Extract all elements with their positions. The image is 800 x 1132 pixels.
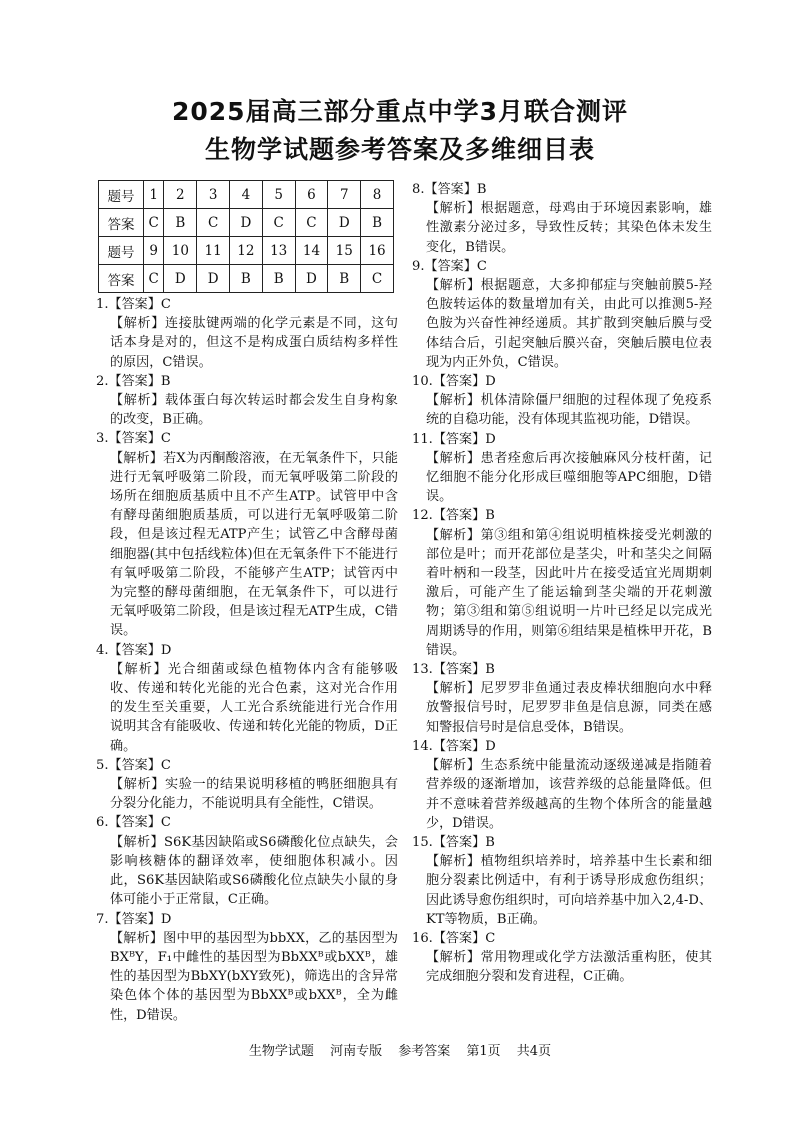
table-cell: D bbox=[328, 209, 361, 237]
analysis-text: 【解析】根据题意，母鸡由于环境因素影响，雄性激素分泌过多，导致性反转；其染色体未发生变化，B错误。 bbox=[426, 201, 712, 255]
table-cell: 9 bbox=[144, 237, 164, 265]
footer-page: 第1页 bbox=[466, 1044, 501, 1059]
answer-heading: 2.【答案】B bbox=[96, 373, 171, 389]
footer-region: 河南专版 bbox=[330, 1044, 383, 1059]
answer-item bbox=[96, 910, 398, 1025]
table-row bbox=[99, 265, 394, 293]
answer-heading: 8.【答案】B bbox=[412, 182, 487, 197]
answer-heading: 5.【答案】C bbox=[96, 757, 171, 773]
answer-item bbox=[96, 756, 398, 814]
page-footer bbox=[0, 1040, 800, 1059]
analysis-text: 【解析】尼罗罗非鱼通过表皮棒状细胞向水中释放警报信号时，尼罗罗非鱼是信息源，同类在感知警报信号时是信息受体，B错误。 bbox=[426, 681, 712, 735]
table-cell: 10 bbox=[164, 237, 197, 265]
answer-heading: 14.【答案】D bbox=[412, 738, 496, 754]
answer-heading: 1.【答案】C bbox=[96, 297, 171, 312]
answer-heading: 4.【答案】D bbox=[96, 642, 172, 658]
page-title: 2025届高三部分重点中学3月联合测评 bbox=[172, 97, 628, 126]
answer-heading: 10.【答案】D bbox=[412, 374, 496, 390]
table-header-cell: 题号 bbox=[99, 181, 144, 209]
answer-item bbox=[96, 813, 398, 909]
answer-heading: 3.【答案】C bbox=[96, 431, 171, 447]
answer-item bbox=[412, 180, 712, 257]
table-cell: B bbox=[230, 265, 263, 293]
analysis-text: 【解析】若X为丙酮酸溶液，在无氧条件下，只能进行无氧呼吸第二阶段，而无氧呼吸第二阶段的场所在细胞质基质中且不产生ATP。试管甲中含有酵母菌细胞质基质，可以进行无氧呼吸第二阶段，但是该过程无ATP产生；试管乙中含酵母菌细胞器(其中包括线粒体)但在无氧条件下不能进行有氧呼吸第二阶段，不能够产生ATP；试管丙中为完整的酵母菌细胞，在无氧条件下，可以进行无氧呼吸第二阶段，但是该过程无ATP生成，C错误。 bbox=[110, 450, 398, 639]
answer-item bbox=[96, 295, 398, 372]
answer-heading: 13.【答案】B bbox=[412, 662, 495, 678]
answer-item bbox=[96, 641, 398, 756]
answer-heading: 15.【答案】B bbox=[412, 834, 495, 850]
table-cell: 15 bbox=[328, 237, 361, 265]
table-cell: B bbox=[328, 265, 361, 293]
table-cell: D bbox=[164, 265, 197, 293]
answer-heading: 9.【答案】C bbox=[412, 258, 487, 274]
answer-heading: 7.【答案】D bbox=[96, 911, 172, 927]
answer-heading: 12.【答案】B bbox=[412, 508, 495, 524]
answer-item bbox=[412, 430, 712, 507]
footer-total: 共4页 bbox=[516, 1044, 552, 1059]
table-cell: 5 bbox=[262, 181, 295, 209]
analysis-text: 【解析】载体蛋白每次转运时都会发生自身构象的改变，B正确。 bbox=[110, 393, 398, 428]
table-cell: C bbox=[197, 209, 230, 237]
page-subtitle: 生物学试题参考答案及多维细目表 bbox=[204, 135, 595, 164]
table-cell: 2 bbox=[164, 181, 197, 209]
answer-item bbox=[412, 737, 712, 833]
table-cell: D bbox=[295, 265, 328, 293]
answer-item bbox=[412, 929, 712, 987]
table-cell: 14 bbox=[295, 237, 328, 265]
footer-kind: 参考答案 bbox=[398, 1044, 451, 1059]
answer-item bbox=[412, 660, 712, 737]
table-cell: C bbox=[361, 265, 394, 293]
table-cell: 8 bbox=[361, 181, 394, 209]
analysis-text: 【解析】图中甲的基因型为bbXX，乙的基因型为BXᴮY，F₁中雌性的基因型为BbXXᴮ或bXXᴮ，雄性的基因型为BbXY(bXY致死)，筛选出的含异常染色体个体的基因型为BbXXᴮ或bXXᴮ，全为雌性，D错误。 bbox=[110, 930, 398, 1023]
table-cell: C bbox=[295, 209, 328, 237]
table-cell: 6 bbox=[295, 181, 328, 209]
analysis-text: 【解析】植物组织培养时，培养基中生长素和细胞分裂素比例适中，有利于诱导形成愈伤组织；因此诱导愈伤组织时，可向培养基中加入2,4-D、KT等物质，B正确。 bbox=[426, 854, 712, 927]
answer-item bbox=[412, 372, 712, 430]
table-cell: 7 bbox=[328, 181, 361, 209]
table-cell: 11 bbox=[197, 237, 230, 265]
analysis-text: 【解析】S6K基因缺陷或S6磷酸化位点缺失，会影响核糖体的翻译效率，使细胞体积减小。因此，S6K基因缺陷或S6磷酸化位点缺失小鼠的身体可能小于正常鼠，C正确。 bbox=[110, 834, 398, 908]
table-row bbox=[99, 237, 394, 265]
table-cell: 3 bbox=[197, 181, 230, 209]
table-row bbox=[99, 209, 394, 237]
answer-item bbox=[96, 429, 398, 640]
analysis-text: 【解析】根据题意，大多抑郁症与突触前膜5-羟色胺转运体的数量增加有关，由此可以推测5-羟色胺为兴奋性神经递质。其扩散到突触后膜与受体结合后，引起突触后膜兴奋，突触后膜电位表现为内正外负，C错误。 bbox=[426, 278, 712, 370]
answer-item bbox=[412, 506, 712, 660]
analysis-text: 【解析】光合细菌或绿色植物体内含有能够吸收、传递和转化光能的光合色素，这对光合作用的发生至关重要，人工光合系统能进行光合作用说明其含有能吸收、传递和转化光能的物质，D正确。 bbox=[110, 661, 398, 754]
table-header-cell: 答案 bbox=[99, 209, 144, 237]
analysis-text: 【解析】机体清除僵尸细胞的过程体现了免疫系统的自稳功能，没有体现其监视功能，D错误。 bbox=[426, 393, 712, 428]
answer-table bbox=[98, 180, 394, 293]
answer-heading: 11.【答案】D bbox=[412, 431, 496, 447]
answer-heading: 16.【答案】C bbox=[412, 930, 496, 946]
answer-item bbox=[412, 257, 712, 372]
table-cell: 1 bbox=[144, 181, 164, 209]
left-column bbox=[96, 295, 398, 1025]
table-cell: C bbox=[144, 209, 164, 237]
right-column bbox=[412, 180, 712, 987]
table-cell: B bbox=[164, 209, 197, 237]
answer-item bbox=[96, 372, 398, 430]
table-cell: C bbox=[144, 265, 164, 293]
answer-item bbox=[412, 833, 712, 929]
table-header-cell: 题号 bbox=[99, 237, 144, 265]
table-cell: 16 bbox=[361, 237, 394, 265]
analysis-text: 【解析】连接肽键两端的化学元素是不同，这句话本身是对的，但这不是构成蛋白质结构多样性的原因，C错误。 bbox=[110, 316, 398, 370]
table-cell: B bbox=[361, 209, 394, 237]
answer-heading: 6.【答案】C bbox=[96, 815, 171, 831]
table-cell: C bbox=[262, 209, 295, 237]
table-cell: B bbox=[262, 265, 295, 293]
table-cell: D bbox=[197, 265, 230, 293]
footer-subject: 生物学试题 bbox=[248, 1044, 314, 1059]
analysis-text: 【解析】实验一的结果说明移植的鸭胚细胞具有分裂分化能力，不能说明具有全能性，C错误。 bbox=[110, 777, 398, 812]
table-cell: 4 bbox=[230, 181, 263, 209]
table-cell: 12 bbox=[230, 237, 263, 265]
table-header-cell: 答案 bbox=[99, 265, 144, 293]
table-cell: 13 bbox=[262, 237, 295, 265]
table-row bbox=[99, 181, 394, 209]
analysis-text: 【解析】第③组和第④组说明植株接受光刺激的部位是叶；而开花部位是茎尖，叶和茎尖之间隔着叶柄和一段茎，因此叶片在接受适宜光周期刺激后，可能产生了能运输到茎尖端的开花刺激物；第③组和第⑤组说明一片叶已经足以完成光周期诱导的作用，则第⑥组结果是植株甲开花，B错误。 bbox=[426, 527, 712, 658]
analysis-text: 【解析】生态系统中能量流动逐级递减是指随着营养级的逐渐增加，该营养级的总能量降低。但并不意味着营养级越高的生物个体所含的能量越少，D错误。 bbox=[426, 758, 712, 831]
analysis-text: 【解析】患者痊愈后再次接触麻风分枝杆菌，记忆细胞不能分化形成巨噬细胞等APC细胞，D错误。 bbox=[426, 450, 712, 505]
analysis-text: 【解析】常用物理或化学方法激活重构胚，使其完成细胞分裂和发育进程，C正确。 bbox=[426, 950, 712, 985]
table-cell: D bbox=[230, 209, 263, 237]
